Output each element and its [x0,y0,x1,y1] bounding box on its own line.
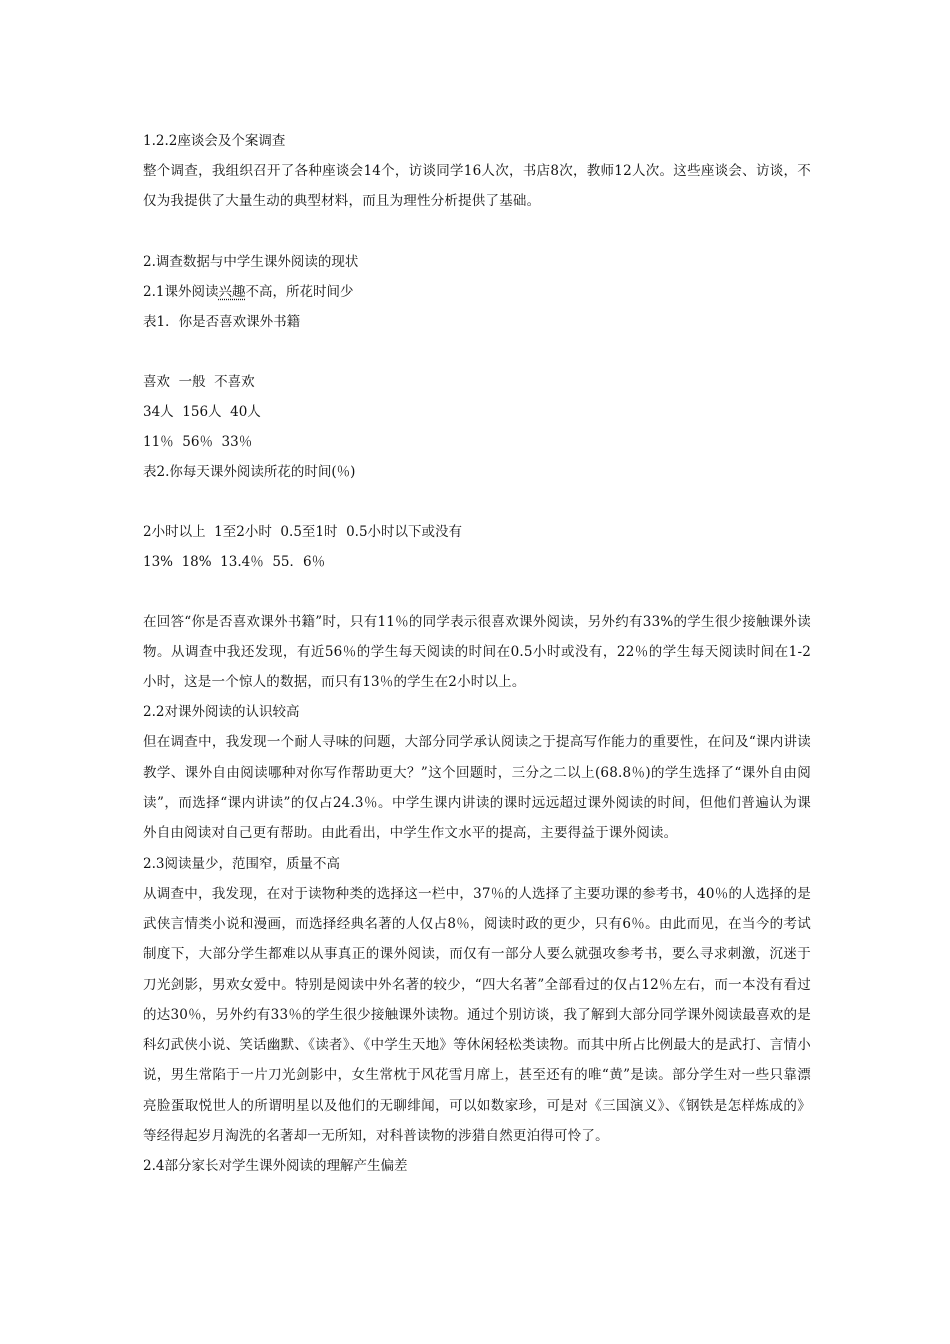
spacer [143,577,811,607]
section-heading-2-1 [143,277,811,307]
section-heading-2-4: 2.4部分家长对学生课外阅读的理解产生偏差 [143,1158,408,1175]
paragraph-1-2-2: 整个调查，我组织召开了各种座谈会14个，访谈同学16人次，书店8次，教师12人次。这些座谈会、访谈，不仅为我提供了大量生动的典型材料，而且为理性分析提供了基础。 [143,163,811,210]
section-heading-2: 2.调查数据与中学生课外阅读的现状 [143,253,359,270]
section-heading-1-2-2: 1.2.2座谈会及个案调查 [143,133,286,149]
spacer [143,217,811,247]
table2-row-percent: 13% 18% 13.4％ 55．6％ [143,553,326,570]
heading-text: 不高，所花时间少 [245,283,354,300]
table1-row-percent: 11％ 56％ 33％ [143,433,253,450]
spacer [143,487,811,517]
document-page [143,126,811,1181]
paragraph-2-1: 在回答“你是否喜欢课外书籍”时，只有11％的同学表示很喜欢课外阅读，另外约有33%的学生很少接触课外读物。从调查中我还发现，有近56％的学生每天阅读的时间在0.5小时或没有，22％的学生每天阅读时间在1-2小时，这是一个惊人的数据，而只有13％的学生在2小时以上。 [143,613,811,691]
section-heading-2-3: 2.3阅读量少，范围窄，质量不高 [143,855,340,872]
paragraph-2-3: 从调查中，我发现，在对于读物种类的选择这一栏中，37％的人选择了主要功课的参考书，40％的人选择的是武侠言情类小说和漫画，而选择经典名著的人仅占8％，阅读时政的更少，只有6％。由此而见，在当今的考试制度下，大部分学生都难以从事真正的课外阅读，而仅有一部分人要么就强攻参考书，要么寻求刺激，沉迷于刀光剑影，男欢女爱中。特别是阅读中外名著的较少，“四大名著”全部看过的仅占12％左右，而一本没有看过的达30％，另外约有33％的学生很少接触课外读物。通过个别访谈，我了解到大部分同学课外阅读最喜欢的是科幻武侠小说、笑话幽默、《读者》、《中学生天地》等休闲轻松类读物。而其中所占比例最大的是武打、言情小说，男生常陷于一片刀光剑影中，女生常枕于风花雪月席上，甚至还有的唯“黄”是读。部分学生对一些只靠漂亮脸蛋取悦世人的所谓明星以及他们的无聊绯闻，可以如数家珍，可是对《三国演义》、《钢铁是怎样炼成的》等经得起岁月淘洗的名著却一无所知，对科普读物的涉猎自然更泊得可怜了。 [143,885,811,1145]
heading-underlined-text: 兴趣 [218,283,246,300]
table1-title: 表1．你是否喜欢课外书籍 [143,313,301,330]
heading-text: 2.1课外阅读 [143,283,219,300]
section-heading-2-2: 2.2对课外阅读的认识较高 [143,704,300,721]
table1-row-header: 喜欢 一般 不喜欢 [143,373,255,390]
spacer [143,337,811,367]
table2-row-header: 2小时以上 1至2小时 0.5至1时 0.5小时以下或没有 [143,523,463,540]
paragraph-2-2: 但在调查中，我发现一个耐人寻味的问题，大部分同学承认阅读之于提高写作能力的重要性，在问及“课内讲读教学、课外自由阅读哪种对你写作帮助更大？”这个回题时，三分之二以上(68.8％)的学生选择了“课外自由阅读”，而选择“课内讲读”的仅占24.3％。中学生课内讲读的课时远远超过课外阅读的时间，但他们普遍认为课外自由阅读对自己更有帮助。由此看出，中学生作文水平的提高，主要得益于课外阅读。 [143,734,811,842]
table1-row-counts: 34人 156人 40人 [143,403,261,420]
table2-title: 表2.你每天课外阅读所花的时间(％) [143,463,356,480]
